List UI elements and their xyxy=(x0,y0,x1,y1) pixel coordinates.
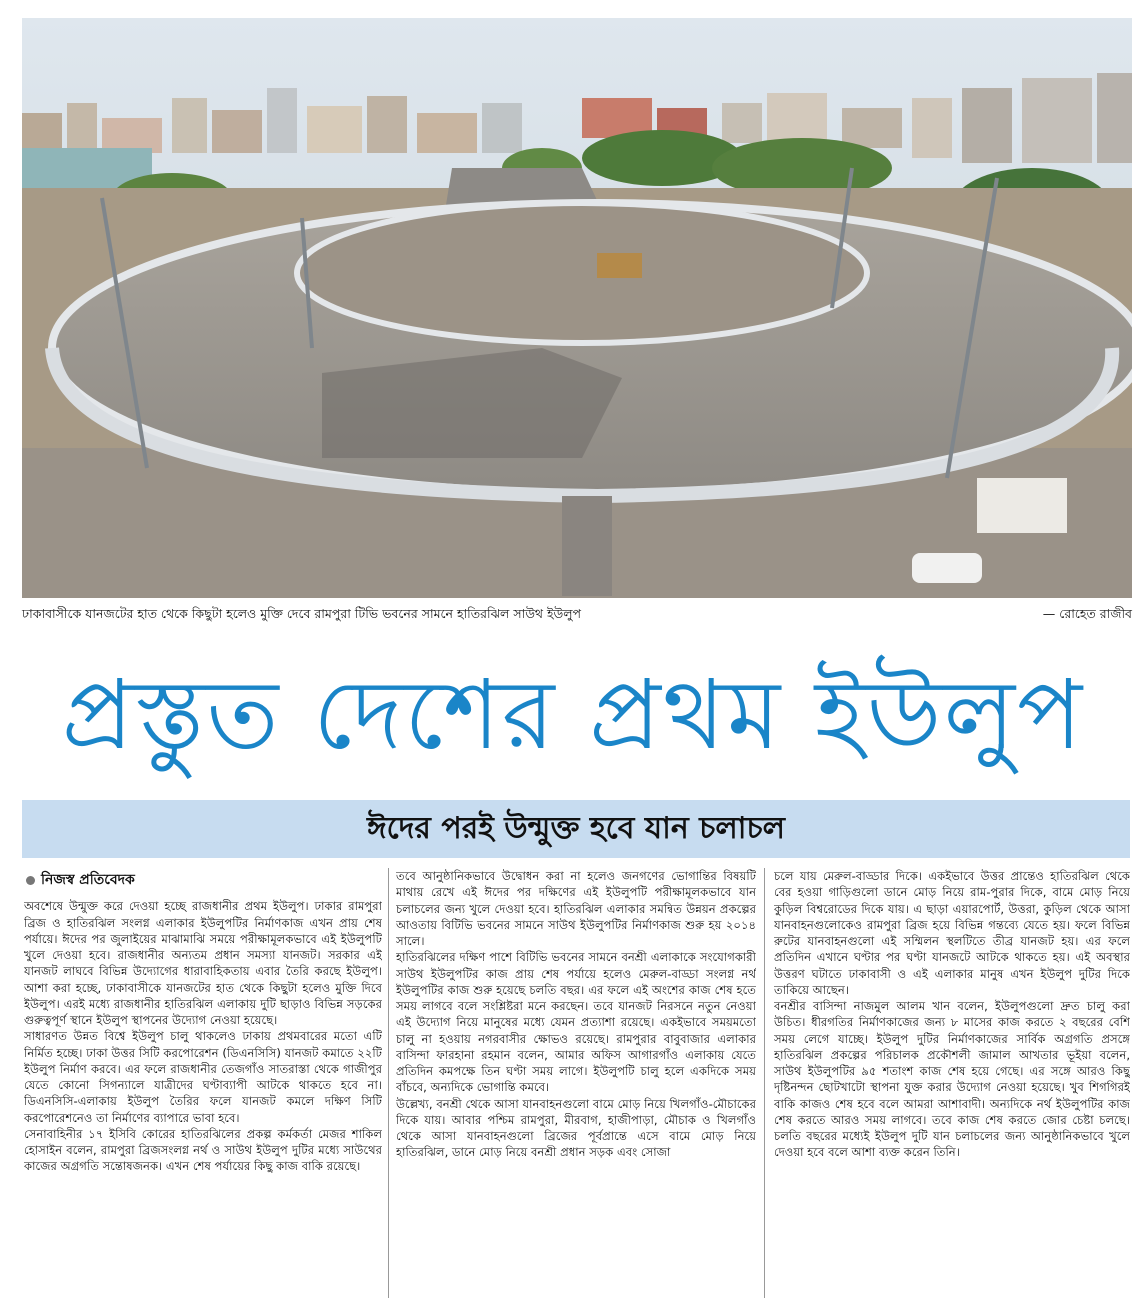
photo-credit: — রোহেত রাজীব xyxy=(1042,606,1132,621)
column-divider xyxy=(764,868,765,1298)
subheadline-band xyxy=(22,800,1130,858)
column-divider xyxy=(388,868,389,1298)
byline-text: নিজস্ব প্রতিবেদক xyxy=(41,872,135,888)
bullet-icon xyxy=(26,876,35,885)
paragraph: চলে যায় মেরুল-বাড্ডার দিকে। একইভাবে উত্তর প্রান্তেও হাতিরঝিল থেকে বের হওয়া গাড়িগুলো ডানে মোড় নিয়ে রাম-পুরার দিকে, বামে মোড় নিয়ে কুড়িল বিশ্বরোডের দিকে যায়। এ ছাড়া এয়ারপোর্ট, উত্তরা, কুড়িল থেকে আসা যানবাহনগুলোকেও রামপুরা ব্রিজ হয়ে বিভিন্ন গন্তব্যে যেতে হয়। ফলে বিভিন্ন রুটের যানবাহনগুলো এই সম্মিলন স্থলটিতে তীব্র যানজট হয়। এর ফলে প্রতিদিন এখানে ঘণ্টার পর ঘণ্টা যানজটে আটকে থাকতে হয়। এই অবস্থার উত্তরণ ঘটাতে ঢাকাবাসী ও এই এলাকার মানুষ এখন ইউলুপ দুটির দিকে তাকিয়ে আছেন। xyxy=(774,869,1130,997)
headline: প্রস্তুত দেশের প্রথম ইউলুপ xyxy=(61,659,1085,771)
paragraph: উল্লেখ্য, বনশ্রী থেকে আসা যানবাহনগুলো বামে মোড় নিয়ে খিলগাঁও-মৌচাকের দিকে যায়। আবার পশ্চিম রামপুরা, মীরবাগ, হাজীপাড়া, মৌচাক ও খিলগাঁও থেকে আসা যানবাহনগুলো ব্রিজের পূর্বপ্রান্তে এসে বামে মোড় নিয়ে হাতিরঝিল, ডানে মোড় নিয়ে বনশ্রী প্রধান সড়ক এবং সোজা xyxy=(396,1096,756,1160)
article-column-3 xyxy=(774,868,1130,1300)
paragraph: তবে আনুষ্ঠানিকভাবে উদ্বোধন করা না হলেও জনগণের ভোগান্তির বিষয়টি মাথায় রেখে এই ঈদের পর দক্ষিণের এই ইউলুপটি পরীক্ষামূলকভাবে যান চলাচলের জন্য খুলে দেওয়া হবে। হাতিরঝিল এলাকার সমন্বিত উন্নয়ন প্রকল্পের আওতায় বিটিভি ভবনের সামনে সাউথ ইউলুপটির নির্মাণকাজ শুরু হয় ২০১৪ সালে। xyxy=(396,869,756,948)
photo-caption-row xyxy=(22,604,1132,624)
article-column-2 xyxy=(396,868,756,1300)
paragraph: সাধারণত উন্নত বিশ্বে ইউলুপ চালু থাকলেও ঢাকায় প্রথমবারের মতো এটি নির্মিত হচ্ছে। ঢাকা উত্তর সিটি করপোরেশন (ডিএনসিসি) যানজট কমাতে ২২টি ইউলুপ নির্মাণ করবে। এর ফলে রাজধানীর তেজগাঁও সাতরাস্তা থেকে গাজীপুর যেতে কোনো সিগন্যালে যাত্রীদের ঘণ্টাব্যাপী আটকে থাকতে হবে না। ডিএনসিসি-এলাকায় ইউলুপ তৈরির ফলে যানজট কমলে দক্ষিণ সিটি করপোরেশনেও তা নির্মাণের ব্যাপারে ভাবা হবে। xyxy=(24,1029,382,1125)
paragraph: হাতিরঝিলের দক্ষিণ পাশে বিটিভি ভবনের সামনে বনশ্রী এলাকাকে সংযোগকারী সাউথ ইউলুপটির কাজ প্রায় শেষ পর্যায়ে হলেও মেরুল-বাড্ডা সংলগ্ন নর্থ ইউলুপটির কাজ শুরু হয়েছে চলতি বছর। এর ফলে এই অংশের কাজ শেষ হতে সময় লাগবে বলে সংশ্লিষ্টরা মনে করছেন। তবে যানজট নিরসনে নতুন নেওয়া এই উদ্যোগ নিয়ে মানুষের মধ্যে যেমন প্রত্যাশা রয়েছে। একইভাবে সময়মতো চালু না হওয়ায় নগরবাসীর ক্ষোভও রয়েছে। রামপুরার বাবুবাজার এলাকার বাসিন্দা ফারহানা রহমান বলেন, আমার অফিস আগারগাঁও এলাকায় যেতে প্রতিদিন কমপক্ষে তিন ঘণ্টা সময় লাগে। ইউলুপটি চালু হলে একদিকে সময় বাঁচবে, অন্যদিকে ভোগান্তি কমবে। xyxy=(396,950,756,1095)
article-column-1 xyxy=(24,868,382,1300)
paragraph: সেনাবাহিনীর ১৭ ইসিবি কোরের হাতিরঝিলের প্রকল্প কর্মকর্তা মেজর শাকিল হোসাইন বলেন, রামপুরা ব্রিজসংলগ্ন নর্থ ও সাউথ ইউলুপ দুটির মধ্যে সাউথের কাজের অগ্রগতি সন্তোষজনক। এখন শেষ পর্যায়ের কিছু কাজ বাকি রয়েছে। xyxy=(24,1126,382,1174)
subheadline: ঈদের পরই উন্মুক্ত হবে যান চলাচল xyxy=(367,811,785,846)
u-loop-photo xyxy=(22,18,1132,598)
paragraph: অবশেষে উন্মুক্ত করে দেওয়া হচ্ছে রাজধানীর প্রথম ইউলুপ। ঢাকার রামপুরা ব্রিজ ও হাতিরঝিল সংলগ্ন এলাকার ইউলুপটির নির্মাণকাজ এখন প্রায় শেষ পর্যায়ে। ঈদের পর জুলাইয়ের মাঝামাঝি সময়ে পরীক্ষামূলকভাবে এই ইউলুপটি খুলে দেওয়া হবে। রাজধানীর অন্যতম প্রধান সমস্যা যানজট। সরকার এই যানজট লাঘবে বিভিন্ন উদ্যোগের ধারাবাহিকতায় এবার তৈরি করছে ইউলুপ। আশা করা হচ্ছে, ঢাকাবাসীকে যানজটের হাত থেকে কিছুটা হলেও মুক্তি দিবে ইউলুপ। এরই মধ্যে রাজধানীর হাতিরঝিল এলাকায় দুটি ছাড়াও বিভিন্ন সড়কের গুরুত্বপূর্ণ স্থানে ইউলুপ স্থাপনের উদ্যোগ নেওয়া হয়েছে। xyxy=(24,899,382,1027)
byline xyxy=(26,872,382,888)
photo-caption: ঢাকাবাসীকে যানজটের হাত থেকে কিছুটা হলেও মুক্তি দেবে রামপুরা টিভি ভবনের সামনে হাতিরঝিল সাউথ ইউলুপ xyxy=(22,606,582,621)
paragraph: বনশ্রীর বাসিন্দা নাজমুল আলম খান বলেন, ইউলুপগুলো দ্রুত চালু করা উচিত। ধীরগতির নির্মাণকাজের জন্য ৮ মাসের কাজ করতে ২ বছরের বেশি সময় লেগে যাচ্ছে। ইউলুপ দুটির নির্মাণকাজের সার্বিক অগ্রগতি প্রসঙ্গে হাতিরঝিল প্রকল্পের পরিচালক প্রকৌশলী জামাল আখতার ভূইয়া বলেন, সাউথ ইউলুপটির ৯৫ শতাংশ কাজ শেষ হয়ে গেছে। এর সঙ্গে আরও কিছু দৃষ্টিনন্দন ছোটখাটো স্থাপনা যুক্ত করার উদ্যোগ নেওয়া হয়েছে। খুব শিগগিরই বাকি কাজও শেষ হবে বলে আমরা আশাবাদী। অন্যদিকে নর্থ ইউলুপটির কাজ শেষ করতে আরও সময় লাগবে। তবে কাজ শেষ করতে জোর চেষ্টা চলছে। চলতি বছরের মধ্যেই ইউলুপ দুটি যান চলাচলের জন্য আনুষ্ঠানিকভাবে খুলে দেওয়া হবে বলে আশা ব্যক্ত করেন তিনি। xyxy=(774,999,1130,1160)
